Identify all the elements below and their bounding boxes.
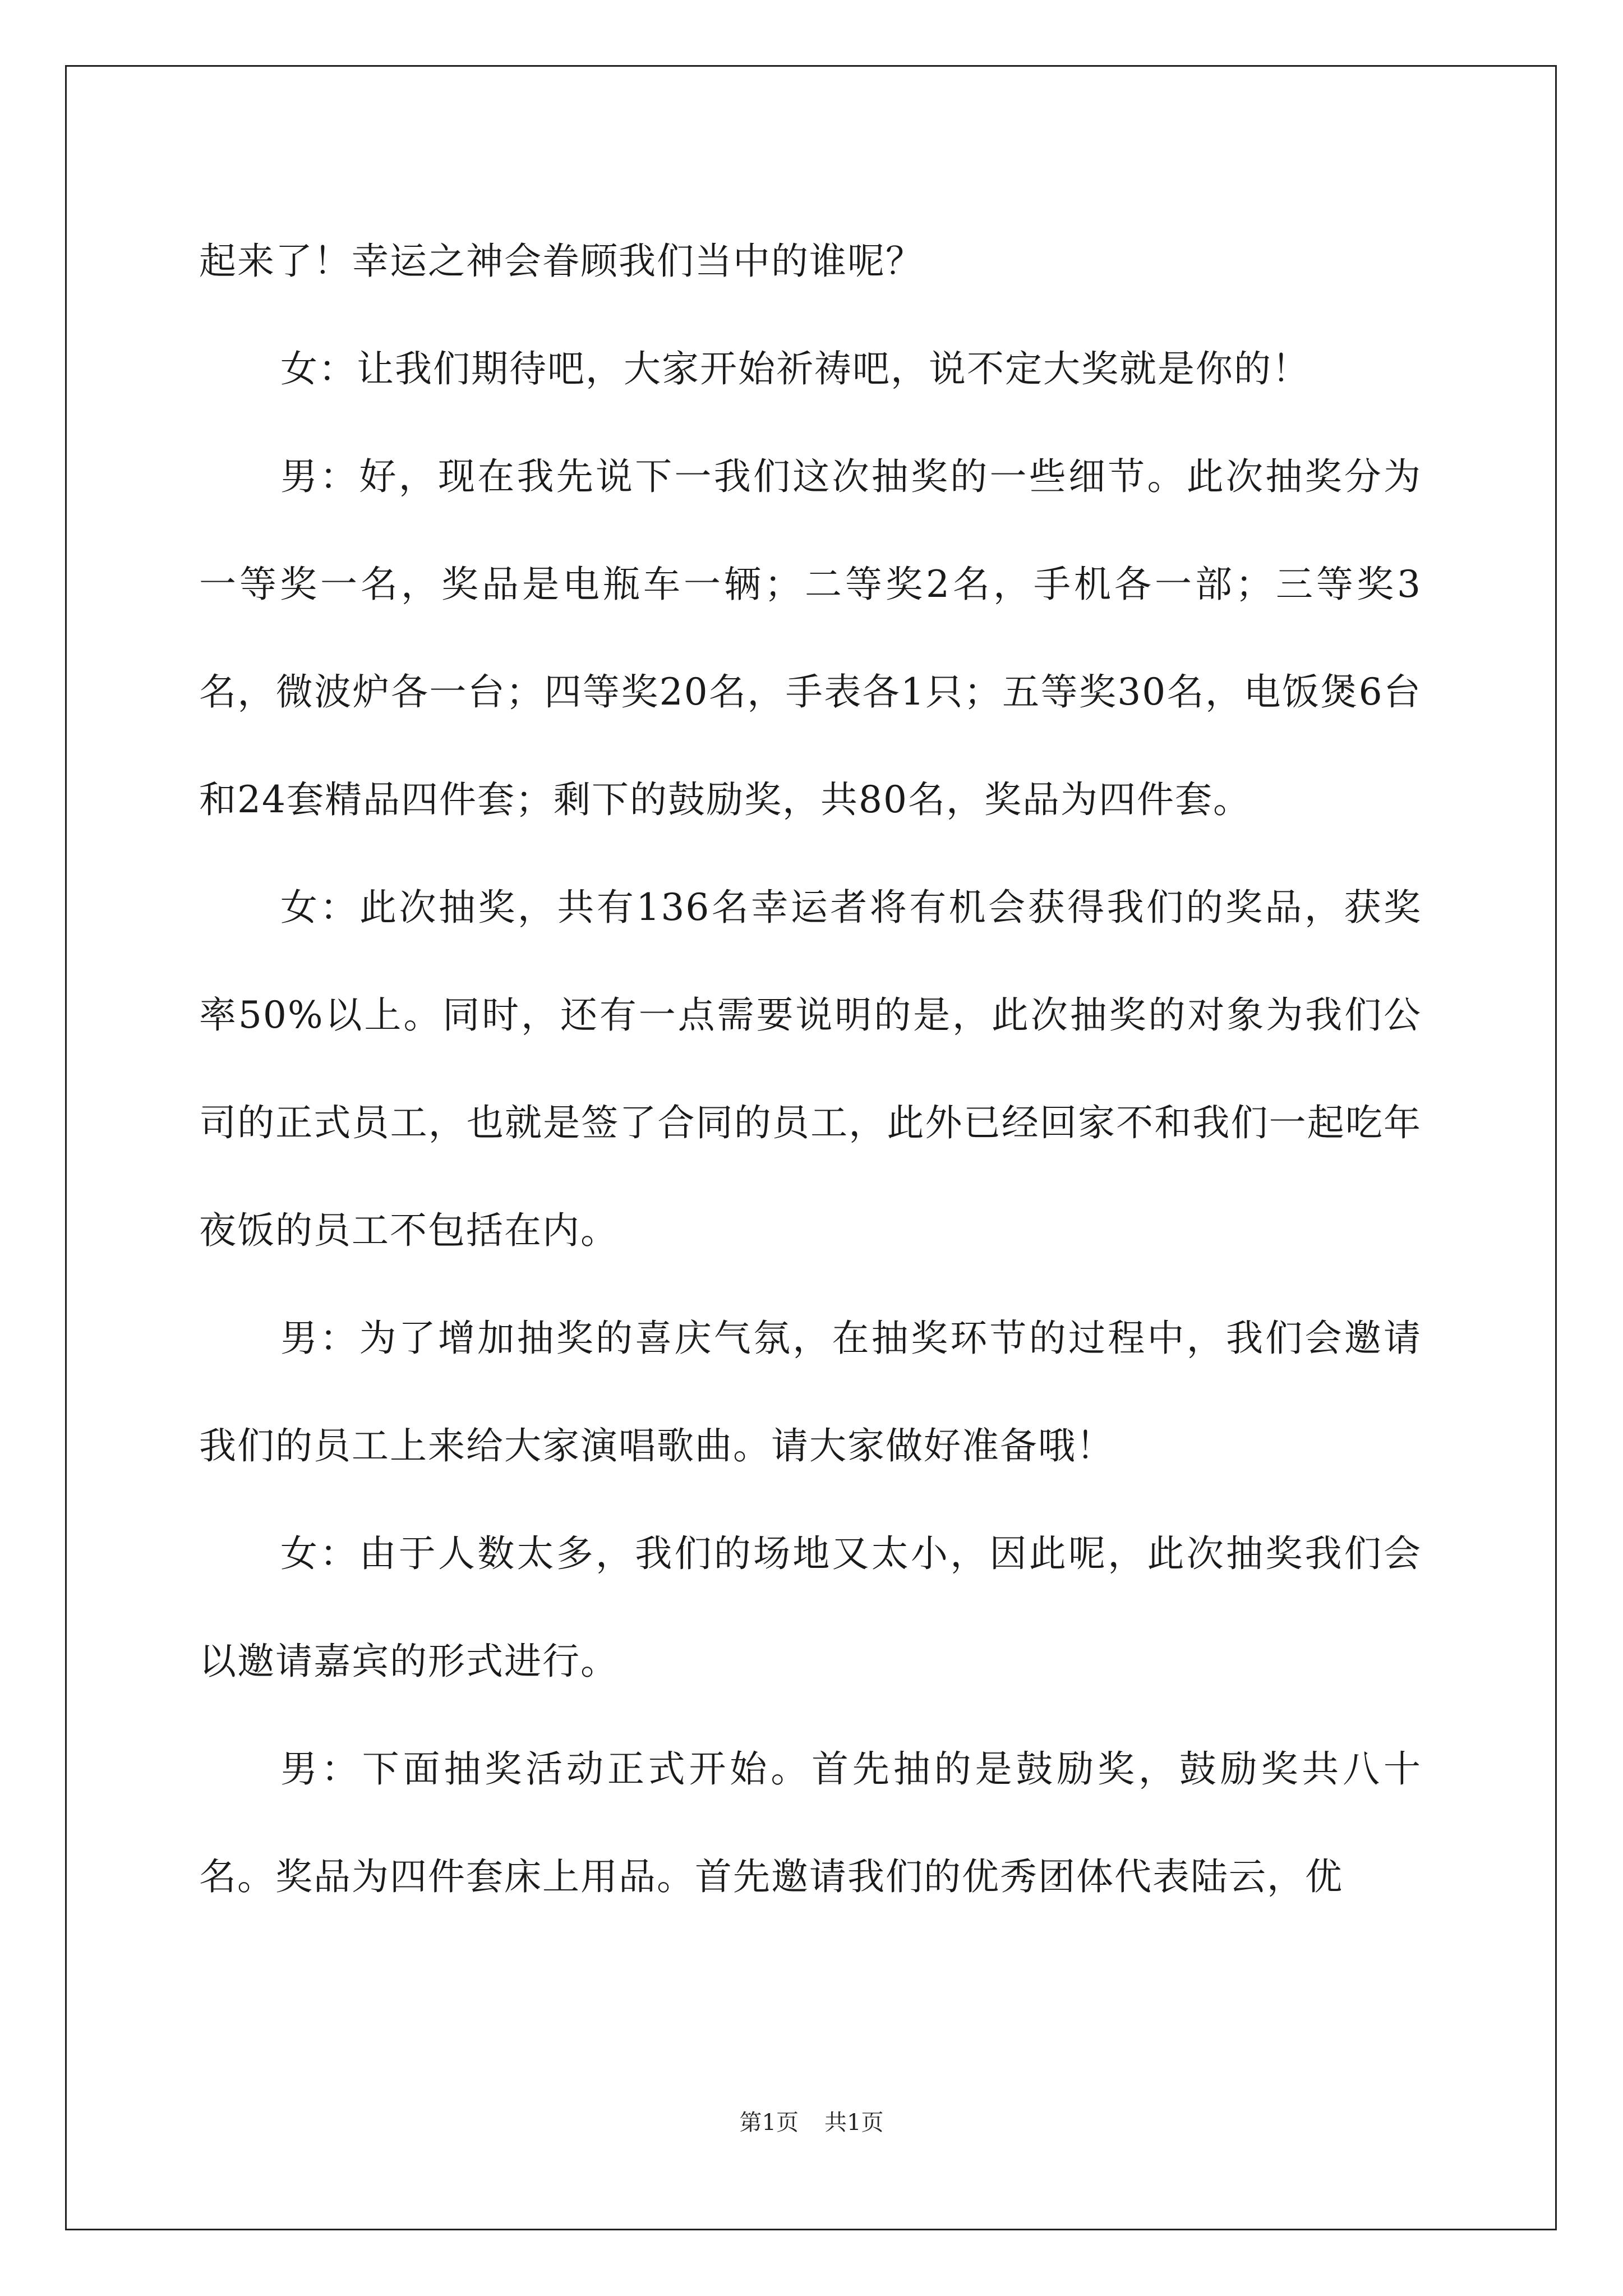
paragraph: 起来了！幸运之神会眷顾我们当中的谁呢？ [199, 240, 924, 283]
paragraph: 女：此次抽奖，共有136名幸运者将有机会获得我们的奖品，获奖率50%以上。同时，还有一点需要说明的是，此次抽奖的对象为我们公司的正式员工，也就是签了合同的员工，此外已经回家不和我们一起吃年夜饭的员工不包括在内。 [199, 886, 1422, 1252]
page-footer [0, 2105, 1623, 2137]
paragraph: 男：为了增加抽奖的喜庆气氛，在抽奖环节的过程中，我们会邀请我们的员工上来给大家演唱歌曲。请大家做好准备哦！ [199, 1317, 1422, 1467]
paragraph: 男：下面抽奖活动正式开始。首先抽的是鼓励奖，鼓励奖共八十名。奖品为四件套床上用品。首先邀请我们的优秀团体代表陆云，优 [199, 1747, 1422, 1898]
paragraph: 女：让我们期待吧，大家开始祈祷吧，说不定大奖就是你的！ [280, 347, 1310, 390]
page-total: 共1页 [824, 2110, 884, 2136]
paragraph: 女：由于人数太多，我们的场地又太小，因此呢，此次抽奖我们会以邀请嘉宾的形式进行。 [199, 1532, 1422, 1683]
document-body [199, 208, 1422, 1931]
paragraph: 男：好，现在我先说下一我们这次抽奖的一些细节。此次抽奖分为一等奖一名，奖品是电瓶车一辆；二等奖2名，手机各一部；三等奖3名，微波炉各一台；四等奖20名，手表各1只；五等奖30名，电饭煲6台和24套精品四件套；剩下的鼓励奖，共80名，奖品为四件套。 [199, 455, 1422, 821]
page-number: 第1页 [739, 2110, 799, 2136]
